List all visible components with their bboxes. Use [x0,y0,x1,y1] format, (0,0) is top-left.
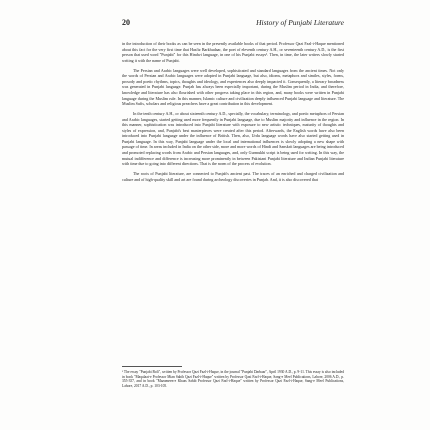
page-number: 20 [122,18,130,27]
running-title: History of Punjabi Literature [256,18,344,27]
paragraph-1: in the introduction of their books as can be seen in the presently available books of that period. Professor Qazi Fazl-i-Haque mentioned about this fact for the very first time that Hasfiz Barkhudaar, the poet of eleventh century A.H., or seventeenth century A.D., is the first person that used word "Punjabi" for this Hindwi language, in one of his Punjabi essays¹. Then, in time, the later writers slowly started writing it with the name of Punjabi. [122,41,344,63]
paragraph-2: The Persian and Arabic languages were well developed, sophisticated and standard languages from the ancient times. Not only the words of Persian and Arabic languages were adopted in Punjabi language, but also, idioms, metaphors and similes, styles, forms, prosody and poetic rhythms, topics, thoughts and ideology, and experiences also deeply impacted it. Consequently, a literary broadness was generated in Punjabi language. Punjab has always been especially important, during the Muslim period in India, and therefore, knowledge and literature has also flourished with other progress taking place in this region, and, many books were written in Punjabi language during the Muslim rule. In this manner, Islamic culture and civilization deeply influenced Punjabi language and literature. The Muslim Sufis, scholars and religious preachers have a great contribution in this development. [122,67,344,107]
paragraph-4: The roots of Punjabi literature, are connected to Punjab's ancient past. The traces of an enriched and charged civilization and culture and of high-quality skill and art are found during archeology discoveries in Punjab. And, it is also discovered that [122,171,344,182]
footnotes [122,366,344,389]
footnote-rule [122,366,182,367]
footnote-1: ¹ The essay "Punjabi Boli", written by Professor Qazi Fazl-i-Haque, in the journal "Punjabi Darbaar", April 1930 A.D., p. 9-11. This essay is also included in book "Maqalaat-e Professor Mian Sahib Qazi Fazl-i-Haque" written by Professor Qazi Fazl-i-Haque, Sang-e Meel Publications, Lahore, 2006 A.D., p. 355-357, and in book "Mazameen-e Khaas Sahib Professor Qazi Fazl-i-Haque" written by Professor Qazi Fazl-i-Haque, Sang-e Meel Publications, Lahore, 2017 A.D., p. 103-105. [122,370,344,389]
paragraph-3: In the tenth century A.H., or about sixteenth century A.D., specially, the vocabulary, terminology, and poetic metaphors of Persian and Arabic languages, started getting used more frequently in Punjabi language, due to Muslim majority and influence in the region. In this manner, sophistication was introduced into Punjabi literature with exposure to new artistic techniques, maturity of thoughts and styles of expression, and, Punjabi's best masterpieces were created after this period. Afterwards, the English words have also been introduced into Punjabi language under the influence of British. Then, also, Urdu language words have also started getting used in Punjabi language. In this way, Punjabi language under the local and international influences is slowly adopting a new shape with passage of time. In areas included in India on the other side, more and more words of Hindi and Sanskrit languages are being introduced and promoted replacing words from Arabic and Persian languages, and, only Gurmukhi script is being used for writing. In this way, the mutual indifference and difference is increasing more prominently in between Pakistani Punjabi literature and Indian Punjabi literature with time due to going into different directions. That is the norm of the process of evolution. [122,111,344,167]
body-text [122,41,344,187]
page-header [122,18,344,27]
